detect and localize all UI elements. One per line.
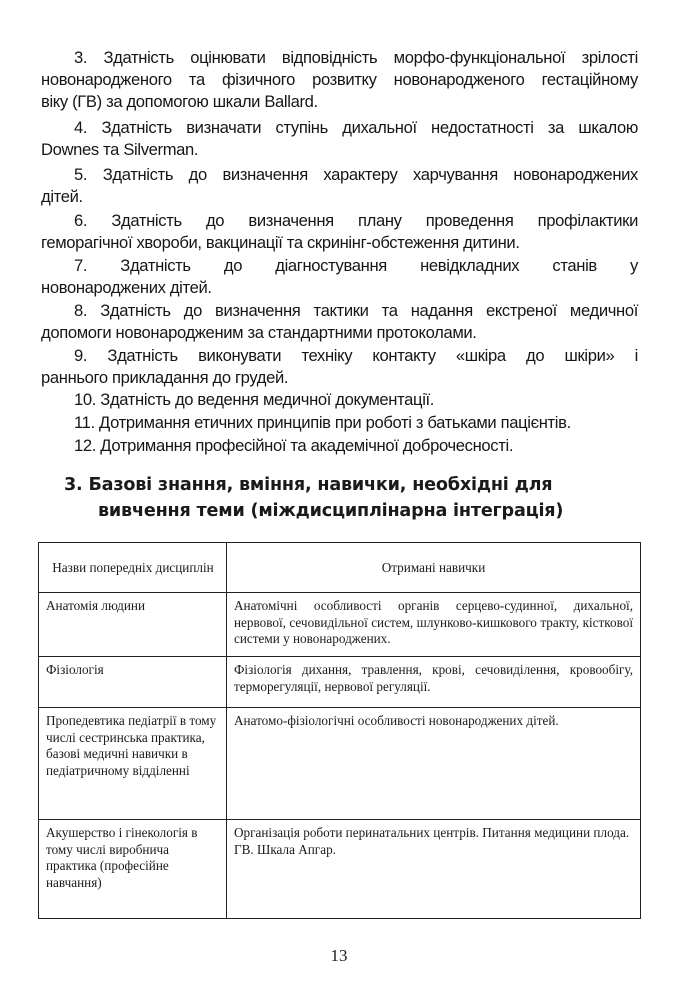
section-heading-line-1: 3. Базові знання, вміння, навички, необхідні для: [64, 475, 553, 495]
page-number: 13: [330, 946, 348, 965]
competency-text: 9. Здатність виконувати техніку контакту «шкіра до шкіри» і: [74, 346, 638, 365]
competency-text: 4. Здатність визначати ступінь дихальної недостатності за шкалою: [74, 118, 638, 137]
competency-text: раннього прикладання до грудей.: [41, 368, 289, 387]
competency-item-11: 11. Дотримання етичних принципів при роботі з батьками пацієнтів.: [74, 413, 571, 432]
table-row: [39, 820, 641, 919]
competency-item-6: [41, 210, 638, 254]
competency-item-10: 10. Здатність до ведення медичної документації.: [74, 390, 435, 409]
competency-text: новонародженого та фізичного розвитку новонародженого гестаційному: [41, 70, 638, 89]
competency-text: новонароджених дітей.: [41, 278, 212, 297]
skills-cell: Анатомо-фізіологічні особливості новонароджених дітей.: [227, 708, 641, 820]
competency-text: Downes та Silverman.: [41, 140, 199, 159]
competency-item-8: [41, 300, 638, 344]
column-header-skills: Отримані навички: [227, 543, 641, 593]
competency-item-3: [41, 47, 638, 113]
skills-cell: Фізіологія дихання, травлення, крові, сечовиділення, кровообігу, терморегуляції, нервової регуляції.: [227, 657, 641, 708]
section-heading-line-2: вивчення теми (міждисциплінарна інтеграція): [98, 501, 564, 521]
competency-text: 3. Здатність оцінювати відповідність морфо-функціональної зрілості: [74, 48, 638, 67]
discipline-cell: Анатомія людини: [39, 593, 227, 657]
competency-item-9: [41, 345, 638, 389]
competency-item-4: [41, 117, 638, 161]
competency-item-7: [41, 255, 638, 299]
interdisciplinary-table: [38, 542, 641, 919]
discipline-cell: Акушерство і гінекологія в тому числі виробнича практика (професійне навчання): [39, 820, 227, 919]
section-heading: [64, 472, 624, 524]
table-row: [39, 593, 641, 657]
competency-text: допомоги новонародженим за стандартними протоколами.: [41, 323, 477, 342]
discipline-cell: Фізіологія: [39, 657, 227, 708]
column-header-disciplines: Назви попередніх дисциплін: [39, 543, 227, 593]
table-row: [39, 708, 641, 820]
table-header-row: [39, 543, 641, 593]
competency-text: 5. Здатність до визначення характеру харчування новонароджених: [74, 165, 638, 184]
competency-text: 6. Здатність до визначення плану проведення профілактики: [74, 211, 638, 230]
competency-item-12: 12. Дотримання професійної та академічної доброчесності.: [74, 436, 514, 455]
skills-cell: Організація роботи перинатальних центрів. Питання медицини плода. ГВ. Шкала Апгар.: [227, 820, 641, 919]
competency-text: 8. Здатність до визначення тактики та надання екстреної медичної: [74, 301, 638, 320]
competency-item-5: [41, 164, 638, 208]
competency-text: віку (ГВ) за допомогою шкали Ballard.: [41, 92, 318, 111]
skills-cell: Анатомічні особливості органів серцево-судинної, дихальної, нервової, сечовидільної систем, шлунково-кишкового тракту, кісткової системи у новонароджених.: [227, 593, 641, 657]
discipline-cell: Пропедевтика педіатрії в тому числі сестринська практика, базові медичні навички в педіатричному відділенні: [39, 708, 227, 820]
competency-text: геморагічної хвороби, вакцинації та скринінг-обстеження дитини.: [41, 233, 520, 252]
competency-text: дітей.: [41, 187, 83, 206]
table-row: [39, 657, 641, 708]
competency-text: 7. Здатність до діагностування невідкладних станів у: [74, 256, 638, 275]
